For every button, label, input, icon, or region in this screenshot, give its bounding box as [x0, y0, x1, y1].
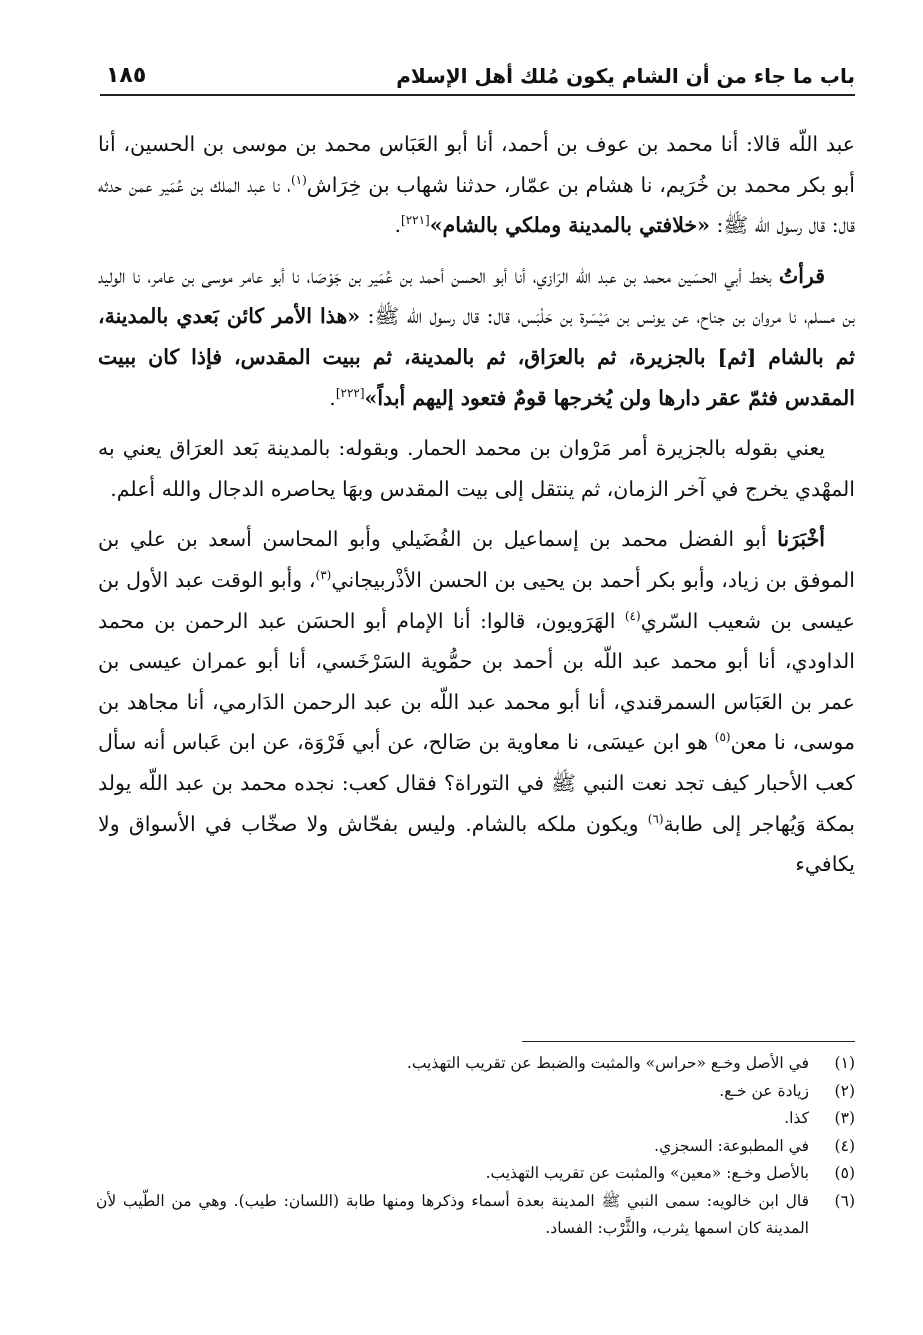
- footnote-ref-1: (١): [290, 172, 307, 187]
- footnote-text: كذا.: [784, 1109, 809, 1127]
- paragraph-4-text-d: هو ابن عيسَى، نا معاوية بن صَالح، عن أبي فَرْوَة، عن ابن عَباس أنه سأل كعب الأحبار كيف تجد نعت النبي ﷺ في التوراة؟ فقال كعب: نجده محمد بن عبد اللّه يولد بمكة وَيُهاجر إلى طابة: [98, 730, 855, 836]
- footnote-4: [96, 1133, 855, 1161]
- paragraph-3: [98, 428, 855, 509]
- paragraph-3-text: يعني بقوله بالجزيرة أمر مَرْوان بن محمد الحمار. وبقوله: بالمدينة بَعد العرَاق يعني به المهْدي يخرج في آخر الزمان، ثم ينتقل إلى بيت المقدس وبهَا يحاصره الدجال والله أعلم.: [98, 436, 855, 501]
- footnote-1: [96, 1050, 855, 1078]
- footnote-text: قال ابن خالويه: سمى النبي ﷺ المدينة بعدة أسماء وذكرها ومنها طابة (اللسان: طيب). وهي من الطّيب لأن المدينة كان اسمها يثرب، والثَّرْب: الفساد.: [96, 1191, 809, 1237]
- footnote-ref-5: (٥): [714, 730, 731, 745]
- paragraph-2: [98, 256, 855, 418]
- hadith-number-2: [٢٢٢]: [335, 385, 365, 400]
- footnote-text: في الأصل وخـع «حراس» والمثبت والضبط عن تقريب التهذيب.: [406, 1054, 809, 1072]
- main-text: [98, 124, 855, 885]
- running-header: [100, 52, 855, 96]
- paragraph-2-lead: قرأتُ: [778, 263, 825, 288]
- footnote-number: (٣): [834, 1109, 855, 1127]
- footnote-3: [96, 1105, 855, 1133]
- footnote-ref-3: (٣): [315, 568, 332, 583]
- paragraph-4: [98, 519, 855, 884]
- footnote-number: (٢): [834, 1081, 855, 1100]
- footnote-number: (٥): [834, 1164, 855, 1182]
- paragraph-4-lead: أخْبَرَنا: [777, 527, 825, 552]
- paragraph-4-text-e: ويكون ملكه بالشام. وليس بفحّاش ولا صخّاب في الأسواق ولا يكافيء: [98, 811, 855, 877]
- footnote-6: [96, 1188, 855, 1243]
- footnote-text: في المطبوعة: السجزي.: [654, 1136, 809, 1155]
- footnote-separator: [522, 1041, 855, 1042]
- paragraph-4-text-a: أبو الفضل محمد بن إسماعيل بن الفُضَيلي وأبو المحاسن أسعد بن علي بن الموفق بن زياد، وأبو بكر أحمد بن يحيى بن الحسن الأذْربيجاني: [98, 527, 855, 592]
- paragraph-1-text-b: ، نا عبد الملك بن عُمَير عمن حدثه قال: قال رسول الله ﷺ:: [98, 172, 855, 238]
- hadith-number-1: [٢٢١]: [401, 213, 430, 228]
- paragraph-4-text-b: ، وأبو الوقت عبد الأول بن عيسى بن شعيب السّري: [98, 567, 855, 633]
- footnote-ref-4: (٤): [624, 608, 641, 623]
- hadith-quote-1: «خلافتي بالمدينة وملكي بالشام»: [429, 213, 710, 238]
- footnote-number: (١): [834, 1054, 855, 1072]
- page-number: ١٨٥: [106, 63, 147, 88]
- footnote-text: بالأصل وخـع: «معين» والمثبت عن تقريب التهذيب.: [485, 1164, 809, 1182]
- paragraph-2-text-a: بخط أبي الحسَين محمد بن عبد اللّه الرَازي، أنا أبو الحسن أحمد بن عُمَير بن جَوْصَا، نا أبو عامر موسى بن عامر، نا الوليد بن مسلم، نا مروان بن جناح، عن يونس بن مَيْسَرة بن حَلْبَس، قال: قال رسول الله ﷺ:: [98, 263, 855, 329]
- footnotes: [96, 1050, 855, 1243]
- chapter-title: باب ما جاء من أن الشام يكون مُلك أهل الإسلام: [396, 64, 855, 88]
- paragraph-4-text-c: الهَرَويون، قالوا: أنا الإمام أبو الحسَن عبد الرحمن بن محمد الداودي، أنا أبو محمد عبد اللّه بن أحمد بن حمُّوية السَرْخَسي، أنا أبو عمران عيسى بن عمر بن العَبَاس السمرقندي، أنا أبو محمد عبد اللّه بن عبد الرحمن الدَارمي، أنا مجاهد بن موسى، نا معن: [98, 608, 855, 755]
- paragraph-1-end: .: [394, 213, 401, 238]
- paragraph-1-text-a: عبد اللّه قالا: أنا محمد بن عوف بن أحمد، أنا أبو العَبَاس محمد بن موسى بن الحسين، أنا أبو بكر محمد بن خُرَيم، نا هشام بن عمّار، حدثنا شهاب بن خِرَاش: [98, 132, 856, 197]
- footnote-5: [96, 1160, 855, 1188]
- paragraph-1: [98, 124, 855, 246]
- footnote-2: [96, 1078, 855, 1106]
- paragraph-2-end: .: [329, 385, 336, 410]
- footnote-ref-6: (٦): [647, 811, 664, 826]
- hadith-quote-2: «هذا الأمر كائن بَعدي بالمدينة، ثم بالشام [ثم] بالجزيرة، ثم بالعرَاق، ثم بالمدينة، ثم ببيت المقدس، فإذا كان ببيت المقدس فثمّ عقر دارها ولن يُخرجها قومٌ فتعود إليهم أبداً»: [98, 304, 855, 410]
- footnote-number: (٦): [834, 1191, 855, 1210]
- footnote-text: زيادة عن خـع.: [719, 1081, 809, 1100]
- footnote-number: (٤): [834, 1136, 855, 1155]
